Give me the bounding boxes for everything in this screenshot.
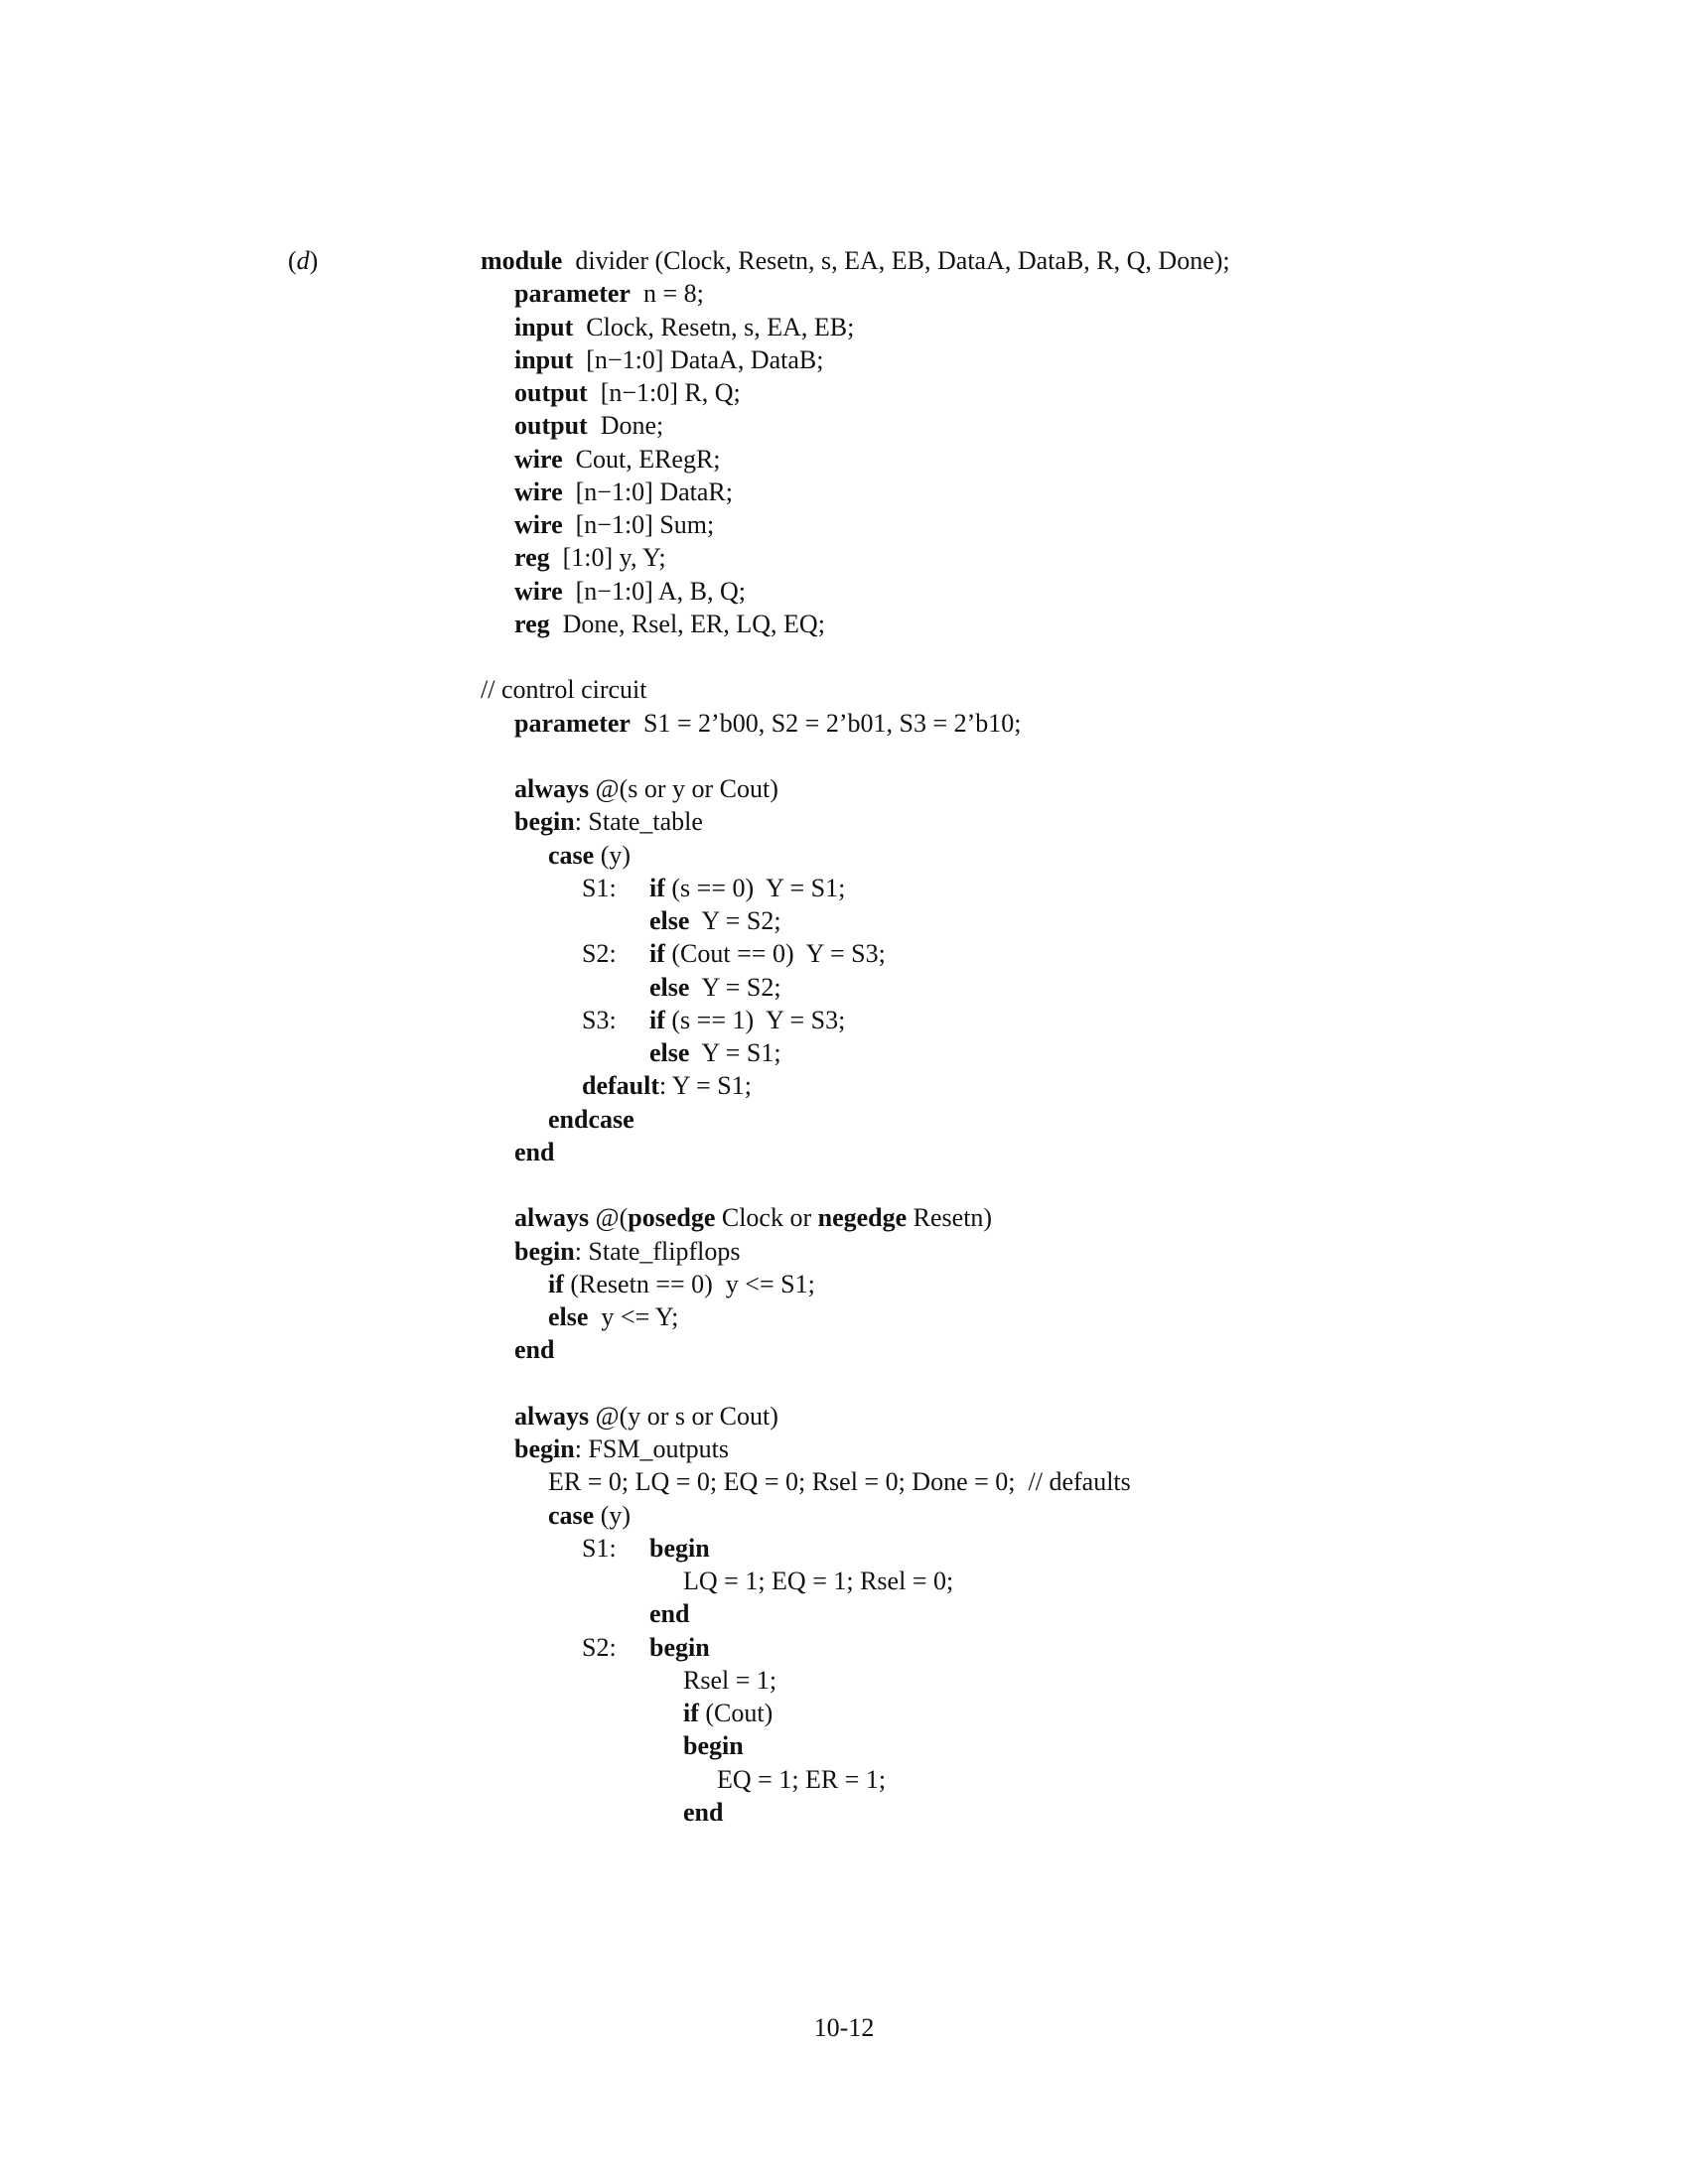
- code-keyword: input: [514, 312, 574, 341]
- code-keyword: input: [514, 344, 574, 374]
- code-line: [481, 1333, 1622, 1366]
- code-line: [481, 1268, 1622, 1300]
- code-line: [481, 1729, 1622, 1762]
- code-text: @(y or s or Cout): [589, 1401, 778, 1431]
- code-keyword: else: [649, 1038, 690, 1067]
- blank-line: [481, 1168, 1622, 1201]
- code-line: [481, 1631, 1622, 1664]
- code-line: [481, 1400, 1622, 1433]
- code-text: @(: [589, 1203, 629, 1233]
- code-text: divider (Clock, Resetn, s, EA, EB, DataA, DataB, R, Q, Done);: [562, 246, 1230, 275]
- code-text: [n−1:0] DataA, DataB;: [573, 344, 824, 374]
- code-keyword: begin: [514, 1434, 575, 1463]
- code-line: [481, 1036, 1622, 1069]
- code-keyword: output: [514, 378, 588, 407]
- code-text: y <= Y;: [588, 1302, 679, 1331]
- blank-line: [481, 640, 1622, 673]
- code-text: // control circuit: [481, 675, 647, 705]
- code-line: [481, 1465, 1622, 1498]
- case-label: S2:: [582, 939, 617, 969]
- code-line: [481, 1136, 1622, 1168]
- blank-line: [481, 1367, 1622, 1400]
- code-text: [n−1:0] Sum;: [562, 510, 715, 539]
- code-line: [481, 608, 1622, 640]
- code-keyword: parameter: [514, 708, 631, 738]
- code-text: (s == 1) Y = S3;: [664, 1005, 846, 1034]
- code-keyword: wire: [514, 444, 563, 474]
- code-text: EQ = 1; ER = 1;: [717, 1764, 887, 1794]
- code-text: : State_table: [574, 807, 703, 837]
- code-keyword: wire: [514, 477, 563, 506]
- code-text: [n−1:0] R, Q;: [587, 378, 741, 407]
- code-keyword: end: [514, 1137, 555, 1166]
- code-text: Y = S2;: [689, 972, 781, 1002]
- code-keyword: default: [582, 1071, 659, 1101]
- code-line: [481, 277, 1622, 310]
- code-line: [481, 772, 1622, 805]
- blank-line: [481, 740, 1622, 772]
- code-line: [481, 1763, 1622, 1796]
- code-line: [481, 443, 1622, 476]
- code-line: [481, 1532, 1622, 1565]
- code-keyword: case: [548, 840, 595, 870]
- code-line: [481, 1300, 1622, 1333]
- case-label: S1:: [582, 873, 617, 902]
- code-line: [481, 1565, 1622, 1597]
- page-number: 10-12: [813, 2013, 875, 2042]
- code-line: [481, 1004, 1622, 1036]
- code-text: : FSM_outputs: [574, 1434, 730, 1463]
- code-keyword: end: [514, 1335, 555, 1365]
- code-line: [481, 1201, 1622, 1234]
- code-keyword: wire: [514, 576, 563, 606]
- code-line: [481, 575, 1622, 608]
- code-line: [481, 1796, 1622, 1829]
- code-text: : State_flipflops: [574, 1236, 741, 1266]
- code-keyword: if: [649, 1005, 665, 1034]
- code-line: [481, 1664, 1622, 1697]
- code-text: : Y = S1;: [659, 1071, 752, 1101]
- code-text: Clock or: [715, 1203, 818, 1233]
- code-keyword: always: [514, 1203, 590, 1233]
- code-keyword: if: [548, 1269, 564, 1298]
- code-line: [481, 1069, 1622, 1102]
- code-keyword: wire: [514, 510, 563, 539]
- code-text: Cout, ERegR;: [562, 444, 721, 474]
- code-line: [481, 1499, 1622, 1532]
- code-line: [481, 707, 1622, 740]
- code-line: [481, 805, 1622, 838]
- code-text: Resetn): [907, 1203, 993, 1233]
- code-text: S1 = 2’b00, S2 = 2’b01, S3 = 2’b10;: [630, 708, 1022, 738]
- code-text: (y): [594, 840, 632, 870]
- code-text: @(s or y or Cout): [589, 774, 778, 803]
- code-line: [481, 872, 1622, 904]
- code-keyword: endcase: [548, 1104, 634, 1134]
- code-text: (s == 0) Y = S1;: [664, 873, 846, 902]
- code-text: (Resetn == 0) y <= S1;: [563, 1269, 815, 1298]
- case-label: S2:: [582, 1632, 617, 1662]
- part-label: (d): [288, 246, 319, 275]
- code-text: [n−1:0] DataR;: [562, 477, 733, 506]
- code-keyword: else: [649, 906, 690, 935]
- code-line: [481, 244, 1622, 277]
- code-keyword: begin: [649, 1533, 710, 1563]
- code-line: [481, 937, 1622, 970]
- case-label: S3:: [582, 1005, 617, 1034]
- code-keyword: end: [649, 1599, 690, 1629]
- code-line: [481, 904, 1622, 937]
- code-text: [n−1:0] A, B, Q;: [562, 576, 747, 606]
- code-text: Y = S1;: [689, 1038, 781, 1067]
- code-line: [481, 508, 1622, 541]
- code-line: [481, 311, 1622, 343]
- code-line: [481, 343, 1622, 376]
- code-text: (y): [594, 1500, 632, 1530]
- code-text: Done, Rsel, ER, LQ, EQ;: [549, 609, 825, 638]
- code-keyword: if: [649, 939, 665, 969]
- code-line: [481, 839, 1622, 872]
- code-keyword: output: [514, 411, 588, 441]
- code-keyword: if: [649, 873, 665, 902]
- code-keyword: reg: [514, 609, 550, 638]
- code-keyword: else: [649, 972, 690, 1002]
- code-keyword: always: [514, 1401, 590, 1431]
- code-keyword: if: [683, 1699, 699, 1727]
- code-line: [481, 476, 1622, 508]
- code-keyword: begin: [683, 1731, 744, 1761]
- code-text: LQ = 1; EQ = 1; Rsel = 0;: [683, 1567, 954, 1595]
- code-keyword: begin: [514, 1236, 575, 1266]
- code-keyword: else: [548, 1302, 589, 1331]
- code-line: [481, 541, 1622, 574]
- code-line: [481, 1597, 1622, 1630]
- code-text: [1:0] y, Y;: [549, 543, 666, 573]
- code-keyword: negedge: [817, 1203, 908, 1233]
- code-line: [481, 409, 1622, 442]
- code-line: [481, 971, 1622, 1004]
- code-keyword: reg: [514, 543, 550, 573]
- verilog-code-listing: [481, 244, 1622, 1829]
- part-label-letter: d: [296, 246, 310, 275]
- code-text: ER = 0; LQ = 0; EQ = 0; Rsel = 0; Done = 0; // defaults: [548, 1467, 1131, 1497]
- code-text: Rsel = 1;: [683, 1665, 777, 1695]
- code-keyword: end: [683, 1797, 724, 1827]
- code-keyword: always: [514, 774, 590, 803]
- code-line: [481, 673, 1622, 706]
- code-keyword: parameter: [514, 279, 631, 309]
- code-line: [481, 1103, 1622, 1136]
- code-keyword: begin: [514, 807, 575, 837]
- code-text: Y = S2;: [689, 906, 781, 935]
- code-line: [481, 1235, 1622, 1268]
- code-text: (Cout == 0) Y = S3;: [664, 939, 886, 969]
- code-keyword: case: [548, 1500, 595, 1530]
- case-label: S1:: [582, 1533, 617, 1563]
- code-keyword: begin: [649, 1632, 710, 1662]
- code-text: (Cout): [698, 1699, 774, 1727]
- code-line: [481, 1697, 1622, 1729]
- code-keyword: module: [481, 246, 563, 275]
- code-line: [481, 376, 1622, 409]
- code-text: n = 8;: [630, 279, 704, 309]
- code-text: Clock, Resetn, s, EA, EB;: [573, 312, 855, 341]
- code-text: Done;: [587, 411, 664, 441]
- code-line: [481, 1433, 1622, 1465]
- code-keyword: posedge: [628, 1203, 716, 1233]
